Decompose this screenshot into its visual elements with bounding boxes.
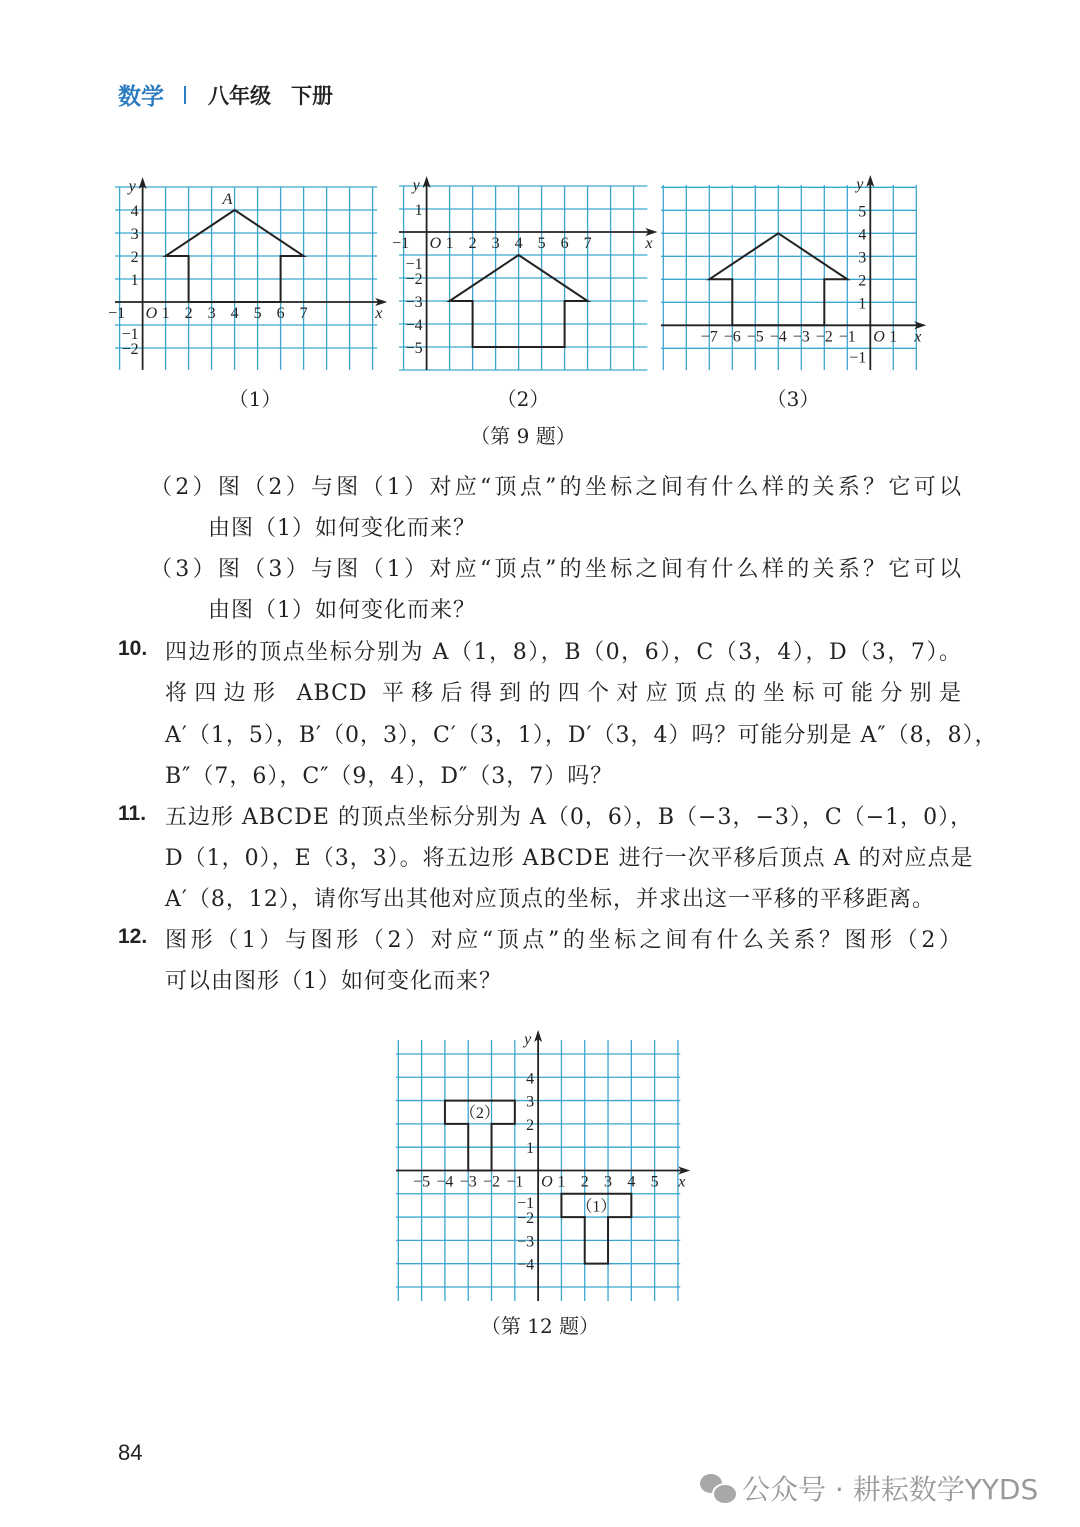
x-tick-label: 1 — [445, 235, 454, 252]
y-tick-label: −5 — [405, 340, 423, 357]
y-tick-label: −3 — [516, 1232, 534, 1250]
y-tick-label: 3 — [857, 248, 866, 266]
x-tick-label: 1 — [557, 1172, 566, 1190]
x-tick-label: 3 — [491, 235, 500, 252]
graph-2-label: （2） — [496, 387, 550, 411]
y-tick-label: 2 — [130, 249, 139, 266]
y-tick-label: −4 — [405, 317, 423, 334]
wechat-icon — [700, 1474, 734, 1502]
y-tick-label: 4 — [857, 225, 866, 243]
watermark-text: 公众号 · 耕耘数学YYDS — [742, 1473, 1039, 1506]
x-tick-label: 3 — [603, 1172, 612, 1190]
origin-label: O — [540, 1172, 553, 1190]
x-tick-label: −5 — [746, 327, 764, 345]
y-tick-label: 3 — [130, 226, 139, 243]
graph-1-label: （1） — [228, 387, 282, 411]
q11-line-1: 五边形 ABCDE 的顶点坐标分别为 A（0，6），B（−3，−3），C（−1，0）， — [165, 805, 974, 830]
q12-line-1: 图形（1）与图形（2）对应“顶点”的坐标之间有什么关系？图形（2） — [165, 928, 962, 953]
x-axis-label: x — [645, 235, 653, 252]
x-tick-label: 4 — [514, 235, 523, 252]
y-tick-label: 5 — [857, 202, 866, 220]
y-tick-label: −1 — [121, 326, 139, 343]
x-tick-label: −6 — [723, 327, 741, 345]
x-tick-label: −4 — [436, 1172, 454, 1190]
x-tick-label: 7 — [299, 305, 308, 322]
q9-2-line-2: 由图（1）如何变化而来？ — [208, 516, 476, 541]
x-axis-label: x — [375, 305, 383, 322]
graph-3-label: （3） — [766, 387, 820, 411]
y-axis-label: y — [128, 178, 137, 195]
origin-label: O — [429, 235, 442, 252]
y-tick-label: 1 — [130, 272, 139, 289]
x-tick-label: −1 — [506, 1172, 524, 1190]
y-tick-label: 1 — [414, 202, 423, 219]
x-tick-label: 5 — [253, 305, 262, 322]
watermark — [700, 1468, 1038, 1508]
x-tick-label: 2 — [580, 1172, 589, 1190]
y-axis-label: y — [855, 175, 864, 193]
x-tick-label: 3 — [207, 305, 216, 322]
q11-line-3: A′（8，12），请你写出其他对应顶点的坐标，并求出这一平移的平移距离。 — [165, 887, 935, 912]
q10-line-3: A′（1，5），B′（0，3），C′（3，1），D′（3，4）吗？可能分别是 A″（8，8）， — [165, 723, 998, 748]
y-tick-label: 3 — [525, 1093, 534, 1111]
page-number: 84 — [118, 1440, 143, 1465]
y-tick-label: 2 — [857, 271, 866, 289]
x-tick-label: 4 — [627, 1172, 636, 1190]
y-tick-label: −1 — [516, 1194, 534, 1212]
q10-line-2: 将四边形 ABCD 平移后得到的四个对应顶点的坐标可能分别是 — [165, 681, 962, 706]
shape-label: （2） — [459, 1104, 500, 1122]
x-tick-label: −7 — [700, 327, 718, 345]
x-tick-label: −1 — [838, 327, 856, 345]
x-tick-label: 2 — [184, 305, 193, 322]
x-tick-label: 5 — [650, 1172, 659, 1190]
shape-label: （1） — [576, 1197, 617, 1215]
q11-number: 11. — [118, 802, 147, 825]
q12-line-2: 可以由图形（1）如何变化而来？ — [165, 969, 502, 994]
q10-number: 10. — [118, 637, 148, 660]
figure9-graph-3 — [641, 175, 936, 380]
x-tick-label: 2 — [468, 235, 477, 252]
y-tick-label: −4 — [516, 1256, 534, 1274]
q10-line-1: 四边形的顶点坐标分别为 A（1，8），B（0，6），C（3，4），D（3，7）。 — [165, 640, 962, 665]
y-tick-label: 4 — [525, 1069, 534, 1087]
q9-2-line-1: （2）图（2）与图（1）对应“顶点”的坐标之间有什么样的关系？它可以 — [150, 475, 962, 500]
volume-label: 下册 — [291, 83, 333, 108]
figure12-graph — [376, 1030, 700, 1311]
y-tick-label: −1 — [848, 348, 866, 366]
grade-label: 八年级 — [208, 83, 271, 108]
x-tick-label: 5 — [537, 235, 546, 252]
x-tick-label: −1 — [392, 235, 410, 252]
q12-number: 12. — [118, 925, 148, 948]
y-axis-label: y — [412, 177, 421, 194]
figure9-graph-1 — [95, 177, 397, 380]
q10-line-4: B″（7，6），C″（9，4），D″（3，7）吗？ — [165, 764, 614, 789]
y-tick-label: −2 — [405, 271, 423, 288]
y-tick-label: −3 — [405, 294, 423, 311]
x-tick-label: 7 — [583, 235, 592, 252]
x-tick-label: 6 — [560, 235, 569, 252]
y-tick-label: −1 — [405, 256, 423, 273]
x-axis-label: x — [913, 327, 922, 345]
q9-3-line-2: 由图（1）如何变化而来？ — [208, 598, 476, 623]
x-axis-label: x — [678, 1172, 686, 1190]
x-tick-label: −3 — [792, 327, 810, 345]
subject-title: 数学 — [118, 84, 164, 110]
origin-label: O — [872, 327, 885, 345]
y-tick-label: 1 — [857, 294, 866, 312]
x-tick-label: 6 — [276, 305, 285, 322]
figure12-caption: （第 12 题） — [480, 1314, 600, 1338]
x-tick-label: 1 — [161, 305, 170, 322]
x-tick-label: −2 — [815, 327, 833, 345]
running-header — [118, 78, 333, 111]
figure9-graph-2 — [379, 176, 667, 380]
x-tick-label: 4 — [230, 305, 239, 322]
origin-label: O — [145, 305, 158, 322]
x-tick-label: −5 — [412, 1172, 431, 1190]
q11-line-2: D（1，0），E（3，3）。将五边形 ABCDE 进行一次平移后顶点 A 的对应点是 — [165, 846, 974, 871]
x-tick-label: −1 — [108, 305, 126, 322]
y-tick-label: 4 — [130, 203, 139, 220]
x-tick-label: −3 — [459, 1172, 477, 1190]
q9-3-line-1: （3）图（3）与图（1）对应“顶点”的坐标之间有什么样的关系？它可以 — [150, 557, 962, 582]
x-tick-label: −2 — [482, 1172, 500, 1190]
y-tick-label: −2 — [516, 1209, 534, 1227]
figure9-caption: （第 9 题） — [470, 424, 576, 448]
x-tick-label: −4 — [769, 327, 787, 345]
x-tick-label: 1 — [888, 327, 897, 345]
y-tick-label: −2 — [121, 341, 139, 358]
header-divider — [184, 86, 186, 104]
y-tick-label: 1 — [525, 1139, 534, 1157]
y-tick-label: 2 — [525, 1116, 534, 1134]
vertex-label: A — [222, 191, 233, 208]
y-axis-label: y — [523, 1030, 532, 1048]
